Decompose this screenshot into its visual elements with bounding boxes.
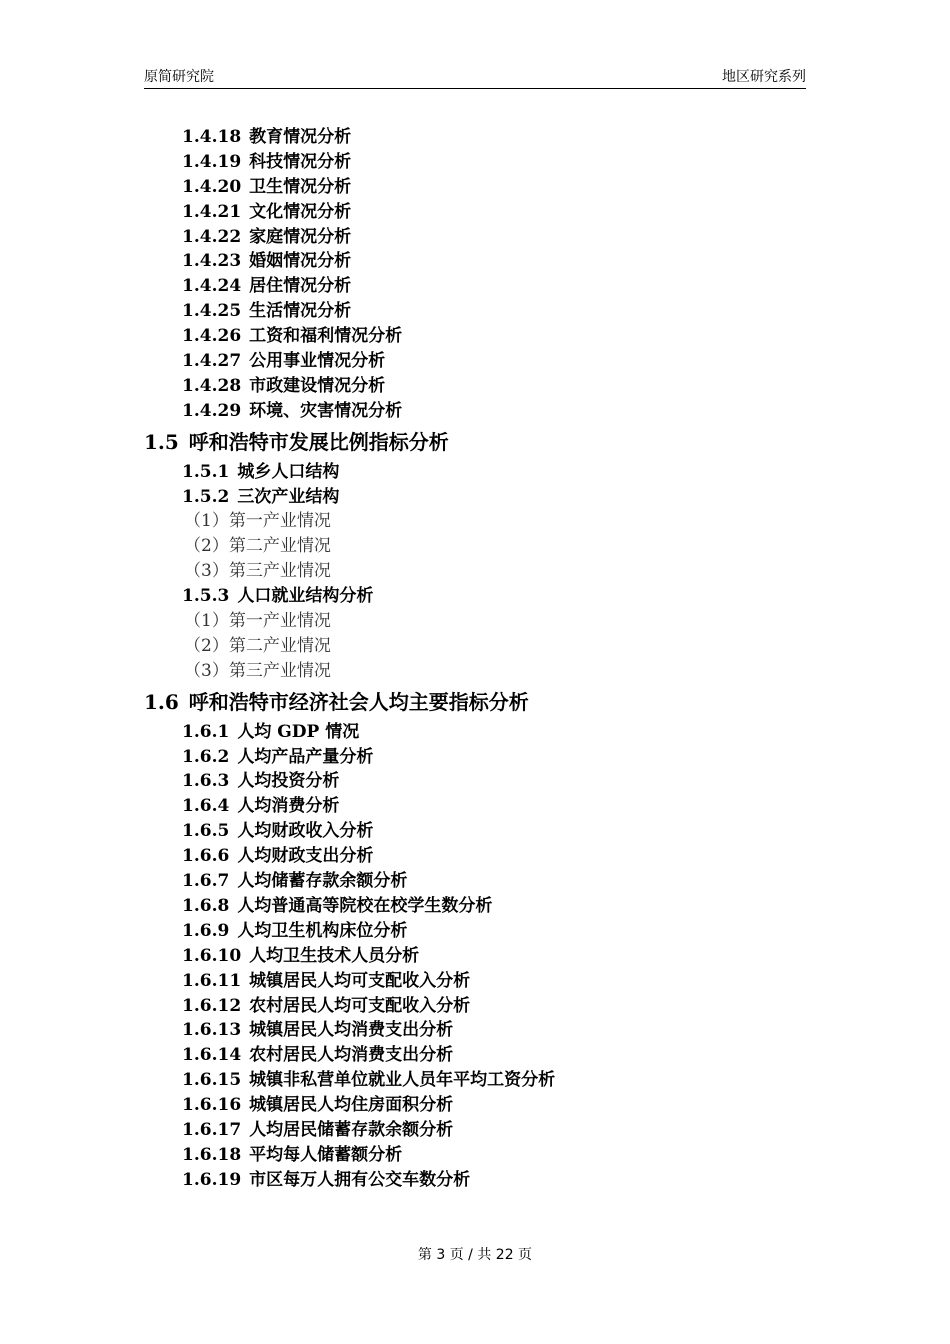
toc-entry — [0, 175, 950, 200]
toc-entry-number: 1.6.12 — [182, 995, 242, 1016]
toc-entry-number: 1.4.25 — [182, 301, 242, 322]
toc-entry-number: 1.6.7 — [182, 871, 230, 892]
toc-entry-title: 城镇居民人均住房面积分析 — [249, 1095, 454, 1116]
toc-entry-number: 1.4.22 — [182, 226, 242, 247]
toc-entry-title: 人均居民储蓄存款余额分析 — [249, 1119, 454, 1140]
toc-entry-number: 1.4.19 — [182, 151, 242, 172]
toc-entry — [0, 1118, 950, 1143]
toc-entry-title: 人均卫生机构床位分析 — [237, 920, 408, 941]
toc-entry-number: 1.6.2 — [182, 746, 230, 767]
toc-entry-number: 1.4.24 — [182, 276, 242, 297]
toc-entry — [0, 349, 950, 374]
toc-entry-number: 1.6.1 — [182, 721, 230, 742]
toc-entry-title: 农村居民人均消费支出分析 — [249, 1045, 454, 1066]
toc-entry — [0, 225, 950, 250]
toc-entry-title: 呼和浩特市发展比例指标分析 — [188, 429, 449, 454]
toc-entry — [0, 485, 950, 510]
toc-entry-number: 1.5.2 — [182, 486, 230, 507]
toc-entry-number: 1.4.20 — [182, 176, 242, 197]
toc-entry-title: 环境、灾害情况分析 — [249, 400, 403, 421]
toc-list-item — [0, 534, 950, 559]
toc-entry — [0, 200, 950, 225]
toc-entry — [0, 584, 950, 609]
toc-entry-title: 科技情况分析 — [249, 151, 352, 172]
toc-entry — [0, 299, 950, 324]
toc-entry — [0, 819, 950, 844]
toc-entry-title: 人均普通高等院校在校学生数分析 — [237, 895, 493, 916]
toc-entry — [0, 919, 950, 944]
toc-entry-title: 教育情况分析 — [249, 127, 352, 147]
toc-entry — [0, 150, 950, 175]
table-of-contents — [0, 125, 950, 1193]
toc-entry-title: 卫生情况分析 — [249, 176, 352, 197]
toc-entry — [0, 745, 950, 770]
page-number: 第 3 页 / 共 22 页 — [417, 1247, 533, 1263]
toc-entry-number: 1.6.18 — [182, 1144, 242, 1165]
toc-list-item — [0, 559, 950, 584]
toc-entry — [0, 125, 950, 150]
toc-entry-title: 市区每万人拥有公交车数分析 — [249, 1169, 471, 1190]
toc-entry — [0, 249, 950, 274]
toc-entry — [0, 794, 950, 819]
toc-entry-title: 城镇非私营单位就业人员年平均工资分析 — [249, 1070, 556, 1091]
toc-entry-title: 人均 GDP 情况 — [237, 721, 360, 742]
toc-entry-number: 1.4.21 — [182, 201, 242, 222]
toc-entry-title: 公用事业情况分析 — [249, 351, 386, 372]
toc-entry-number: 1.6.13 — [182, 1020, 242, 1041]
toc-entry-title: 市政建设情况分析 — [249, 375, 386, 396]
toc-entry-title: （2）第二产业情况 — [184, 635, 331, 656]
toc-entry — [0, 1018, 950, 1043]
toc-entry — [0, 969, 950, 994]
toc-entry-title: （1）第一产业情况 — [184, 611, 331, 632]
toc-entry-title: 呼和浩特市经济社会人均主要指标分析 — [188, 689, 529, 714]
toc-entry-title: 文化情况分析 — [249, 201, 352, 222]
toc-entry — [0, 324, 950, 349]
toc-entry — [0, 1143, 950, 1168]
toc-entry-title: （2）第二产业情况 — [184, 536, 331, 557]
toc-entry-title: 生活情况分析 — [249, 301, 352, 322]
toc-entry-title: 人均卫生技术人员分析 — [249, 945, 420, 966]
toc-entry-number: 1.6.10 — [182, 945, 242, 966]
toc-entry-number: 1.6.5 — [182, 821, 230, 842]
toc-entry-title: 城镇居民人均消费支出分析 — [249, 1020, 454, 1041]
toc-entry — [0, 1168, 950, 1193]
header-series-name: 地区研究系列 — [722, 69, 806, 85]
toc-entry — [0, 374, 950, 399]
toc-entry-title: （3）第三产业情况 — [184, 561, 331, 582]
toc-entry-number: 1.6.17 — [182, 1119, 242, 1140]
toc-entry-number: 1.4.28 — [182, 375, 242, 396]
toc-entry-number: 1.6.15 — [182, 1070, 242, 1091]
toc-entry-title: 平均每人储蓄额分析 — [249, 1144, 403, 1165]
toc-entry-title: （1）第一产业情况 — [184, 511, 331, 532]
toc-entry-title: 人均财政支出分析 — [237, 846, 374, 867]
toc-entry-number: 1.5.3 — [182, 586, 230, 607]
toc-entry-title: 人均储蓄存款余额分析 — [237, 871, 408, 892]
toc-entry-number: 1.5.1 — [182, 461, 230, 482]
toc-entry-title: 婚姻情况分析 — [249, 251, 352, 272]
toc-entry — [0, 894, 950, 919]
toc-entry-title: 人均投资分析 — [237, 771, 340, 792]
toc-list-item — [0, 634, 950, 659]
toc-entry-number: 1.4.26 — [182, 326, 242, 347]
toc-entry-number: 1.6.11 — [182, 970, 242, 991]
toc-entry — [0, 1093, 950, 1118]
header-org-name: 原简研究院 — [144, 69, 214, 85]
toc-entry-number: 1.4.18 — [182, 127, 242, 147]
toc-entry-number: 1.6.6 — [182, 846, 230, 867]
toc-entry-number: 1.6.4 — [182, 796, 230, 817]
toc-entry — [0, 869, 950, 894]
header-divider — [144, 88, 806, 89]
toc-entry-title: 城镇居民人均可支配收入分析 — [249, 970, 471, 991]
toc-entry — [0, 994, 950, 1019]
toc-entry — [0, 944, 950, 969]
toc-entry-title: 人均产品产量分析 — [237, 746, 374, 767]
toc-entry — [0, 460, 950, 485]
toc-entry-number: 1.6.9 — [182, 920, 230, 941]
toc-entry-title: 城乡人口结构 — [237, 461, 340, 482]
toc-entry — [0, 399, 950, 424]
toc-entry-number: 1.6.16 — [182, 1095, 242, 1116]
toc-list-item — [0, 659, 950, 684]
toc-section-heading — [0, 684, 950, 720]
toc-entry-number: 1.6.19 — [182, 1169, 242, 1190]
toc-entry-title: 家庭情况分析 — [249, 226, 352, 247]
toc-list-item — [0, 609, 950, 634]
toc-entry-number: 1.6.3 — [182, 771, 230, 792]
toc-entry-number: 1.6.8 — [182, 895, 230, 916]
toc-entry-number: 1.5 — [144, 429, 179, 454]
toc-entry — [0, 769, 950, 794]
toc-entry-number: 1.6.14 — [182, 1045, 242, 1066]
toc-entry-title: 农村居民人均可支配收入分析 — [249, 995, 471, 1016]
toc-entry-title: 三次产业结构 — [237, 486, 340, 507]
toc-entry-title: 人均消费分析 — [237, 796, 340, 817]
toc-entry — [0, 274, 950, 299]
toc-entry-number: 1.4.23 — [182, 251, 242, 272]
toc-entry — [0, 1043, 950, 1068]
toc-entry — [0, 1068, 950, 1093]
toc-entry — [0, 844, 950, 869]
toc-entry-number: 1.6 — [144, 689, 179, 714]
toc-entry-number: 1.4.27 — [182, 351, 242, 372]
toc-entry-title: 人均财政收入分析 — [237, 821, 374, 842]
toc-list-item — [0, 509, 950, 534]
toc-entry-title: 人口就业结构分析 — [237, 586, 374, 607]
toc-section-heading — [0, 424, 950, 460]
toc-entry-title: 工资和福利情况分析 — [249, 326, 403, 347]
toc-entry-number: 1.4.29 — [182, 400, 242, 421]
toc-entry-title: 居住情况分析 — [249, 276, 352, 297]
toc-entry-title: （3）第三产业情况 — [184, 660, 331, 681]
toc-entry — [0, 720, 950, 745]
